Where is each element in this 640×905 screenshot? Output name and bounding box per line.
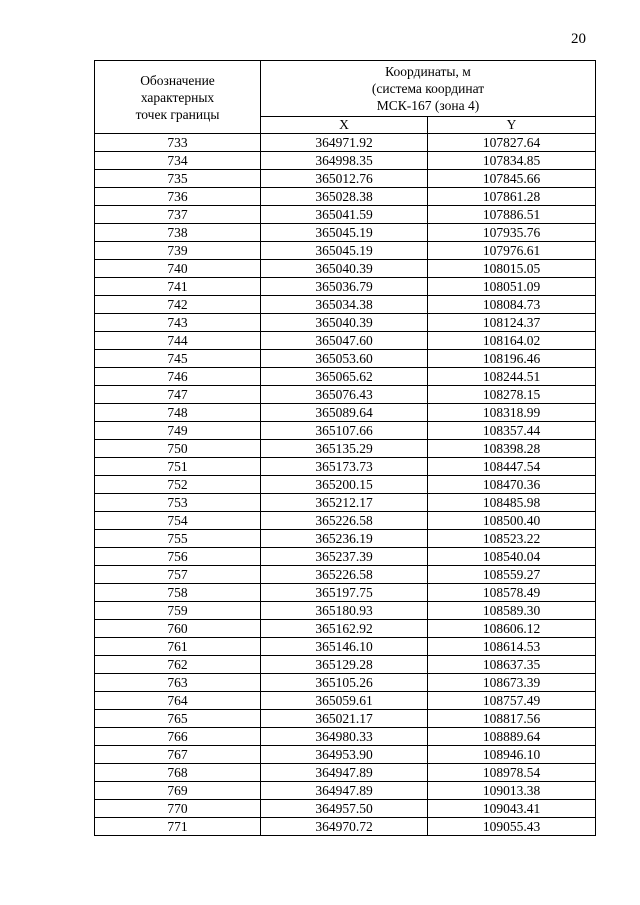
y-coordinate-cell: 108084.73 <box>428 296 596 314</box>
point-number-cell: 755 <box>95 530 261 548</box>
y-coordinate-cell: 108757.49 <box>428 692 596 710</box>
x-coordinate-cell: 365212.17 <box>261 494 428 512</box>
x-coordinate-cell: 365180.93 <box>261 602 428 620</box>
y-coordinate-cell: 107834.85 <box>428 152 596 170</box>
x-coordinate-cell: 365226.58 <box>261 566 428 584</box>
table-row <box>95 350 596 368</box>
x-coordinate-cell: 365173.73 <box>261 458 428 476</box>
x-coordinate-cell: 365034.38 <box>261 296 428 314</box>
table-row <box>95 818 596 836</box>
point-number-cell: 757 <box>95 566 261 584</box>
table-body <box>95 134 596 836</box>
y-coordinate-cell: 107935.76 <box>428 224 596 242</box>
y-coordinate-cell: 108578.49 <box>428 584 596 602</box>
y-coordinate-cell: 108244.51 <box>428 368 596 386</box>
table-row <box>95 620 596 638</box>
table-row <box>95 314 596 332</box>
table-row <box>95 746 596 764</box>
x-coordinate-cell: 364947.89 <box>261 782 428 800</box>
y-coordinate-cell: 107827.64 <box>428 134 596 152</box>
point-number-cell: 758 <box>95 584 261 602</box>
point-number-cell: 747 <box>95 386 261 404</box>
table-row <box>95 260 596 278</box>
table-row <box>95 782 596 800</box>
table-row <box>95 638 596 656</box>
point-number-cell: 739 <box>95 242 261 260</box>
x-coordinate-cell: 365053.60 <box>261 350 428 368</box>
table-row <box>95 332 596 350</box>
table-row <box>95 170 596 188</box>
table-row <box>95 278 596 296</box>
point-number-cell: 754 <box>95 512 261 530</box>
table-row <box>95 296 596 314</box>
point-number-cell: 748 <box>95 404 261 422</box>
coordinates-header-line: Координаты, м <box>385 63 471 79</box>
point-number-cell: 751 <box>95 458 261 476</box>
x-coordinate-cell: 365040.39 <box>261 260 428 278</box>
x-coordinate-cell: 365036.79 <box>261 278 428 296</box>
y-coordinate-cell: 108447.54 <box>428 458 596 476</box>
x-coordinate-cell: 365135.29 <box>261 440 428 458</box>
designation-header-line: точек границы <box>135 106 220 122</box>
x-coordinate-cell: 365047.60 <box>261 332 428 350</box>
table-row <box>95 440 596 458</box>
point-number-cell: 765 <box>95 710 261 728</box>
coordinates-header <box>261 61 596 117</box>
y-coordinate-cell: 107845.66 <box>428 170 596 188</box>
x-coordinate-cell: 365226.58 <box>261 512 428 530</box>
y-coordinate-cell: 108606.12 <box>428 620 596 638</box>
point-number-cell: 745 <box>95 350 261 368</box>
y-coordinate-cell: 108673.39 <box>428 674 596 692</box>
table-row <box>95 494 596 512</box>
y-coordinate-cell: 109043.41 <box>428 800 596 818</box>
coordinates-header-line: МСК-167 (зона 4) <box>376 97 480 113</box>
y-coordinate-cell: 108978.54 <box>428 764 596 782</box>
x-coordinate-cell: 364947.89 <box>261 764 428 782</box>
table-row <box>95 800 596 818</box>
x-coordinate-cell: 365021.17 <box>261 710 428 728</box>
x-coordinate-cell: 364970.72 <box>261 818 428 836</box>
point-number-cell: 740 <box>95 260 261 278</box>
point-number-cell: 735 <box>95 170 261 188</box>
x-coordinate-cell: 365236.19 <box>261 530 428 548</box>
point-number-cell: 741 <box>95 278 261 296</box>
point-number-cell: 744 <box>95 332 261 350</box>
y-coordinate-cell: 108470.36 <box>428 476 596 494</box>
point-number-cell: 742 <box>95 296 261 314</box>
table-row <box>95 656 596 674</box>
table-row <box>95 566 596 584</box>
y-coordinate-cell: 108357.44 <box>428 422 596 440</box>
x-coordinate-cell: 365041.59 <box>261 206 428 224</box>
y-coordinate-cell: 108946.10 <box>428 746 596 764</box>
x-coordinate-cell: 365105.26 <box>261 674 428 692</box>
y-coordinate-cell: 108540.04 <box>428 548 596 566</box>
point-number-cell: 736 <box>95 188 261 206</box>
table-row <box>95 530 596 548</box>
table-row <box>95 404 596 422</box>
x-coordinate-cell: 364980.33 <box>261 728 428 746</box>
point-number-cell: 750 <box>95 440 261 458</box>
y-coordinate-cell: 108015.05 <box>428 260 596 278</box>
point-number-cell: 759 <box>95 602 261 620</box>
table-row <box>95 674 596 692</box>
x-coordinate-cell: 365162.92 <box>261 620 428 638</box>
x-coordinate-cell: 365065.62 <box>261 368 428 386</box>
x-coordinate-cell: 364971.92 <box>261 134 428 152</box>
point-number-cell: 761 <box>95 638 261 656</box>
y-coordinate-cell: 108817.56 <box>428 710 596 728</box>
table-row <box>95 584 596 602</box>
point-number-cell: 760 <box>95 620 261 638</box>
table-row <box>95 152 596 170</box>
point-number-cell: 733 <box>95 134 261 152</box>
y-coordinate-cell: 107861.28 <box>428 188 596 206</box>
x-coordinate-cell: 365129.28 <box>261 656 428 674</box>
point-number-cell: 746 <box>95 368 261 386</box>
point-number-cell: 734 <box>95 152 261 170</box>
x-coordinate-cell: 365028.38 <box>261 188 428 206</box>
y-coordinate-cell: 108500.40 <box>428 512 596 530</box>
x-coordinate-cell: 365200.15 <box>261 476 428 494</box>
point-number-cell: 763 <box>95 674 261 692</box>
designation-header-line: характерных <box>140 89 215 105</box>
y-coordinate-cell: 107976.61 <box>428 242 596 260</box>
point-number-cell: 768 <box>95 764 261 782</box>
point-number-cell: 738 <box>95 224 261 242</box>
table-row <box>95 764 596 782</box>
point-number-cell: 764 <box>95 692 261 710</box>
y-coordinate-cell: 108589.30 <box>428 602 596 620</box>
x-coordinate-cell: 365076.43 <box>261 386 428 404</box>
x-coordinate-cell: 365197.75 <box>261 584 428 602</box>
point-number-cell: 753 <box>95 494 261 512</box>
coordinates-header-line: (система координат <box>371 80 485 96</box>
y-coordinate-cell: 108614.53 <box>428 638 596 656</box>
table-row <box>95 512 596 530</box>
x-coordinate-cell: 364953.90 <box>261 746 428 764</box>
x-coordinate-cell: 365012.76 <box>261 170 428 188</box>
point-number-cell: 769 <box>95 782 261 800</box>
point-number-cell: 756 <box>95 548 261 566</box>
y-coordinate-cell: 108485.98 <box>428 494 596 512</box>
y-coordinate-cell: 108398.28 <box>428 440 596 458</box>
designation-header <box>95 61 261 134</box>
y-coordinate-cell: 108164.02 <box>428 332 596 350</box>
point-number-cell: 767 <box>95 746 261 764</box>
y-coordinate-cell: 109055.43 <box>428 818 596 836</box>
y-coordinate-cell: 108051.09 <box>428 278 596 296</box>
table-row <box>95 602 596 620</box>
page-number: 20 <box>571 31 586 47</box>
x-column-header: X <box>261 116 428 133</box>
y-coordinate-cell: 108196.46 <box>428 350 596 368</box>
table-row <box>95 368 596 386</box>
y-coordinate-cell: 108318.99 <box>428 404 596 422</box>
table-row <box>95 458 596 476</box>
x-coordinate-cell: 365045.19 <box>261 242 428 260</box>
point-number-cell: 771 <box>95 818 261 836</box>
point-number-cell: 766 <box>95 728 261 746</box>
point-number-cell: 749 <box>95 422 261 440</box>
table-header <box>95 61 596 134</box>
x-coordinate-cell: 364998.35 <box>261 152 428 170</box>
table-row <box>95 710 596 728</box>
designation-header-line: Обозначение <box>140 72 215 88</box>
table-row <box>95 242 596 260</box>
point-number-cell: 737 <box>95 206 261 224</box>
y-coordinate-cell: 108523.22 <box>428 530 596 548</box>
point-number-cell: 762 <box>95 656 261 674</box>
table-row <box>95 728 596 746</box>
x-coordinate-cell: 365059.61 <box>261 692 428 710</box>
coordinates-table <box>94 60 596 836</box>
x-coordinate-cell: 365146.10 <box>261 638 428 656</box>
y-coordinate-cell: 108278.15 <box>428 386 596 404</box>
y-coordinate-cell: 108559.27 <box>428 566 596 584</box>
point-number-cell: 752 <box>95 476 261 494</box>
y-coordinate-cell: 108889.64 <box>428 728 596 746</box>
table-row <box>95 422 596 440</box>
y-coordinate-cell: 108124.37 <box>428 314 596 332</box>
x-coordinate-cell: 364957.50 <box>261 800 428 818</box>
table-row <box>95 548 596 566</box>
x-coordinate-cell: 365045.19 <box>261 224 428 242</box>
x-coordinate-cell: 365040.39 <box>261 314 428 332</box>
table-row <box>95 386 596 404</box>
point-number-cell: 770 <box>95 800 261 818</box>
table-row <box>95 188 596 206</box>
y-column-header: Y <box>428 116 596 133</box>
x-coordinate-cell: 365089.64 <box>261 404 428 422</box>
y-coordinate-cell: 109013.38 <box>428 782 596 800</box>
table-row <box>95 206 596 224</box>
y-coordinate-cell: 107886.51 <box>428 206 596 224</box>
table-row <box>95 476 596 494</box>
table-row <box>95 134 596 152</box>
table-row <box>95 692 596 710</box>
x-coordinate-cell: 365107.66 <box>261 422 428 440</box>
table-row <box>95 224 596 242</box>
y-coordinate-cell: 108637.35 <box>428 656 596 674</box>
point-number-cell: 743 <box>95 314 261 332</box>
x-coordinate-cell: 365237.39 <box>261 548 428 566</box>
